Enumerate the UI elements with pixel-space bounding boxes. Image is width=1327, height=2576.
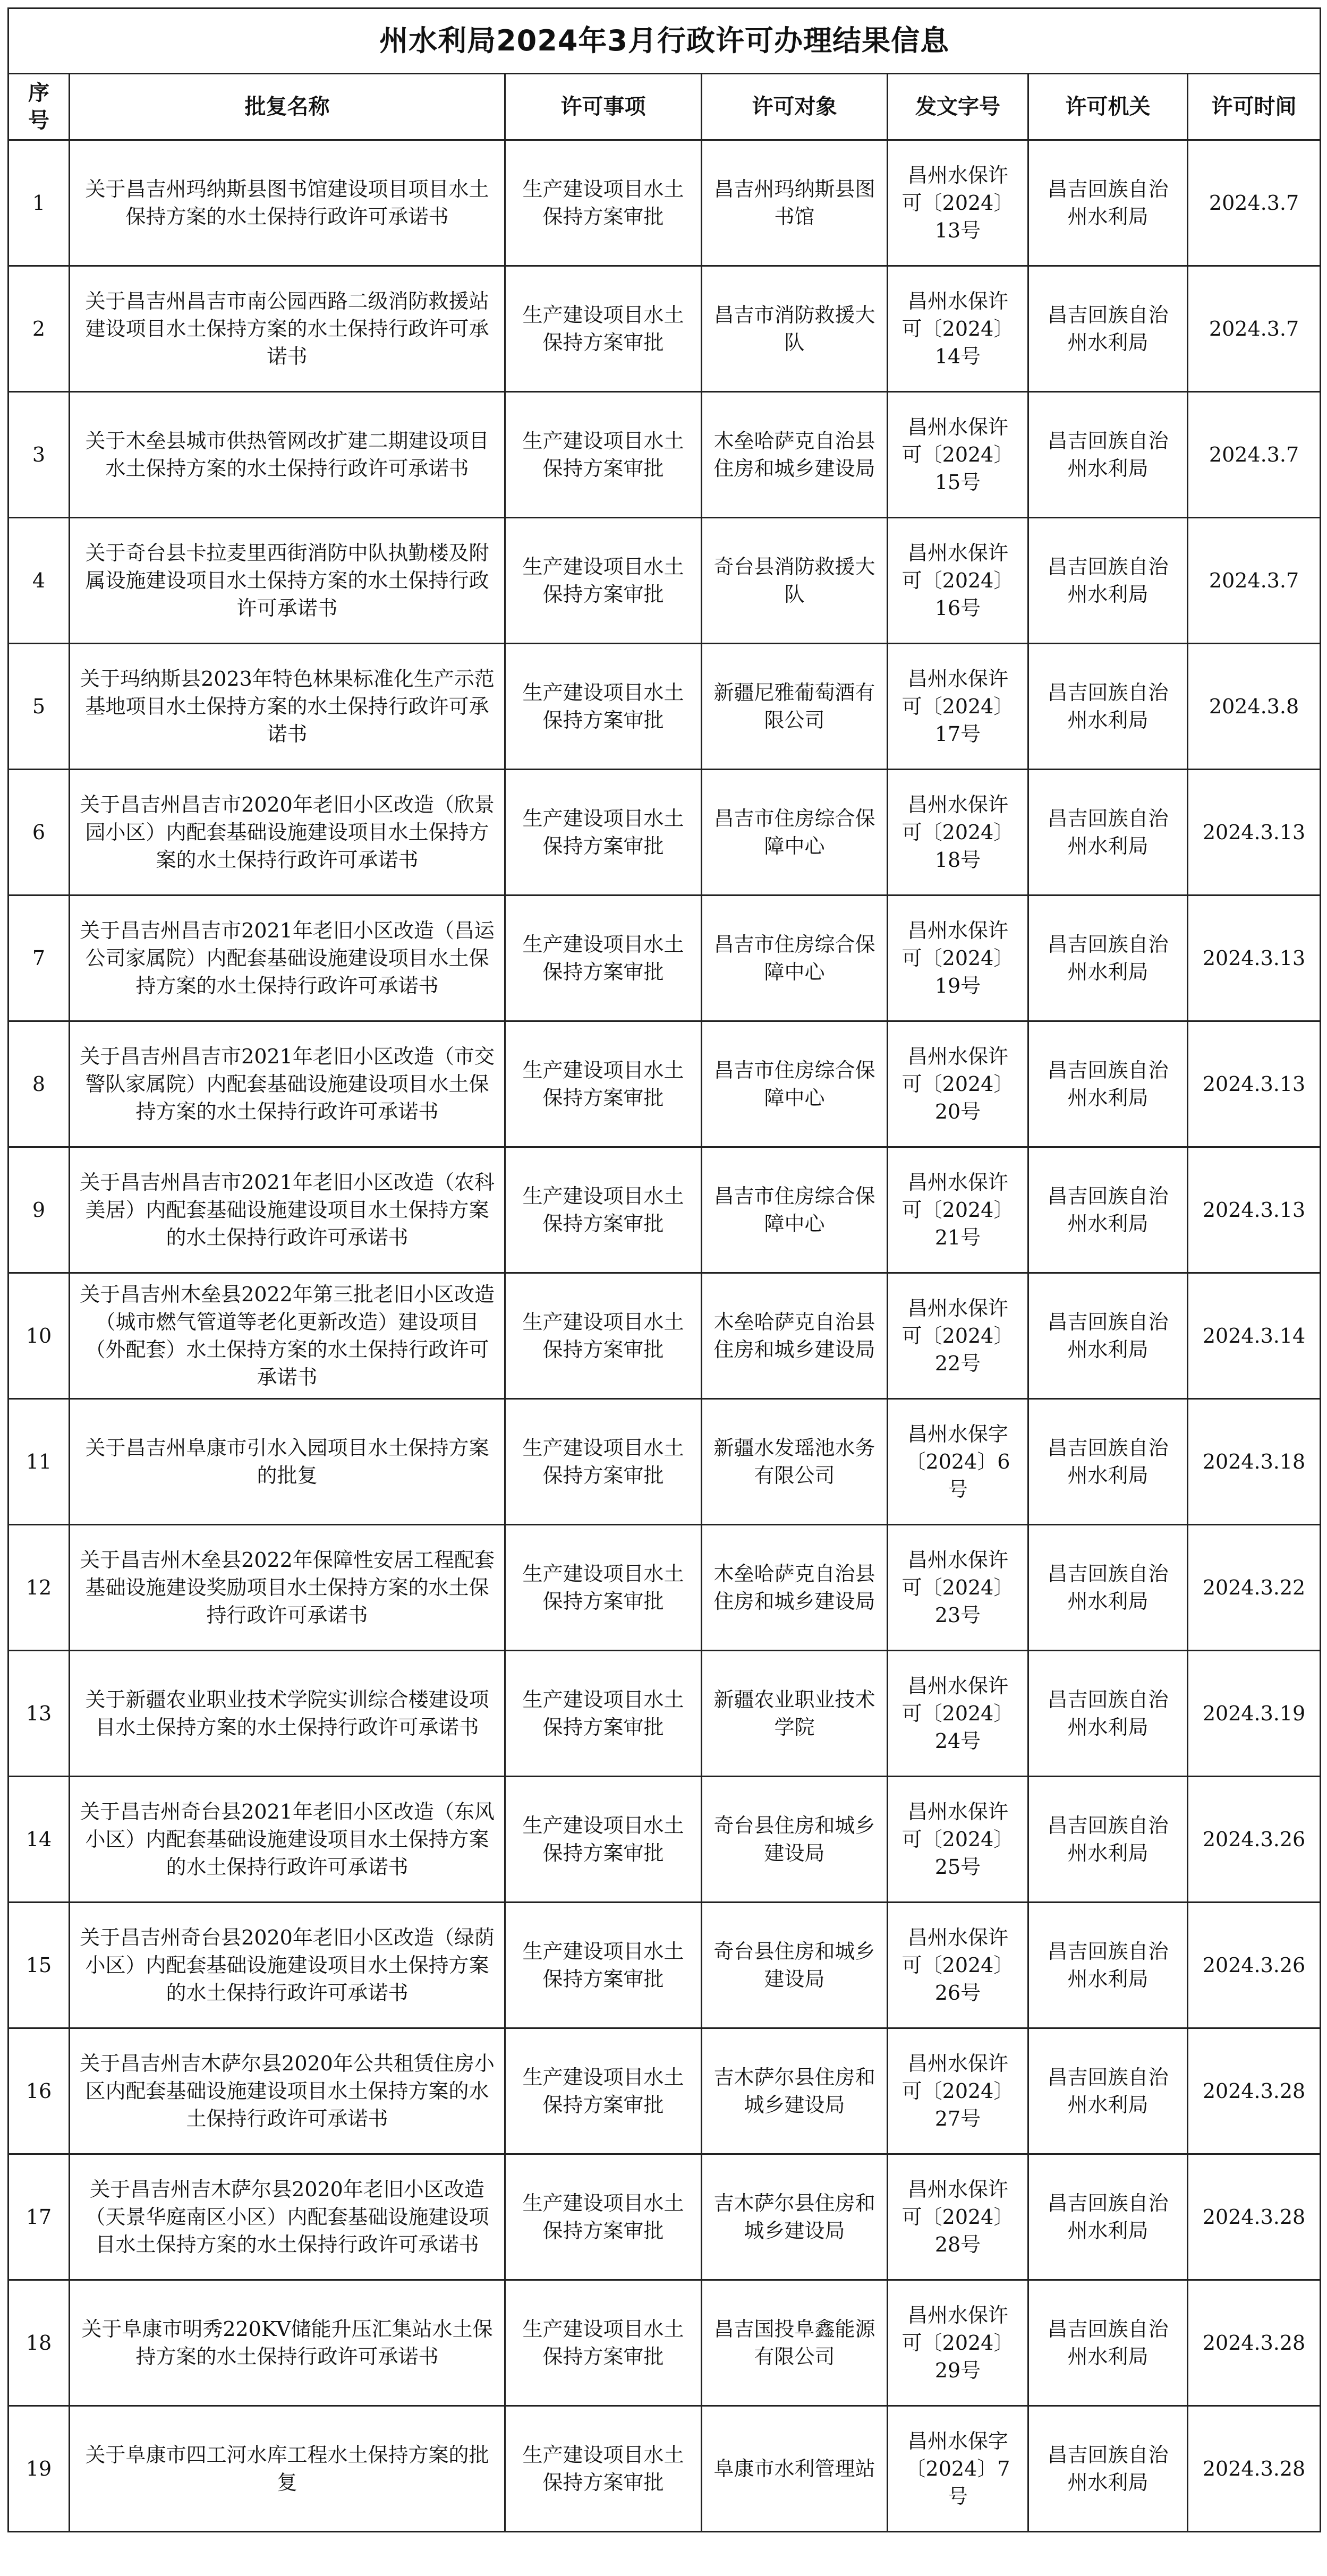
table-row: [8, 1525, 1321, 1651]
cell-no: 6: [8, 770, 70, 895]
header-row: [8, 74, 1321, 140]
cell-item: 生产建设项目水土保持方案审批: [505, 1273, 702, 1399]
cell-date: 2024.3.7: [1188, 140, 1321, 266]
cell-target: 新疆水发瑶池水务有限公司: [702, 1399, 888, 1525]
cell-target: 昌吉国投阜鑫能源有限公司: [702, 2280, 888, 2406]
cell-name: 关于昌吉州昌吉市2021年老旧小区改造（市交警队家属院）内配套基础设施建设项目水土保持方案的水土保持行政许可承诺书: [70, 1021, 505, 1147]
cell-authority: 昌吉回族自治州水利局: [1028, 266, 1188, 392]
cell-date: 2024.3.13: [1188, 1147, 1321, 1273]
cell-target: 木垒哈萨克自治县住房和城乡建设局: [702, 1273, 888, 1399]
cell-item: 生产建设项目水土保持方案审批: [505, 644, 702, 770]
cell-doc-number: 昌州水保许可〔2024〕25号: [888, 1777, 1028, 1903]
header-authority: 许可机关: [1028, 74, 1188, 140]
cell-authority: 昌吉回族自治州水利局: [1028, 140, 1188, 266]
cell-no: 13: [8, 1651, 70, 1777]
cell-authority: 昌吉回族自治州水利局: [1028, 1903, 1188, 2028]
title-row: [8, 8, 1321, 74]
cell-name: 关于昌吉州奇台县2021年老旧小区改造（东风小区）内配套基础设施建设项目水土保持方案的水土保持行政许可承诺书: [70, 1777, 505, 1903]
cell-authority: 昌吉回族自治州水利局: [1028, 1525, 1188, 1651]
cell-no: 7: [8, 895, 70, 1021]
cell-name: 关于木垒县城市供热管网改扩建二期建设项目水土保持方案的水土保持行政许可承诺书: [70, 392, 505, 518]
cell-date: 2024.3.28: [1188, 2154, 1321, 2280]
permit-results-sheet: [7, 7, 1320, 2532]
cell-doc-number: 昌州水保许可〔2024〕21号: [888, 1147, 1028, 1273]
cell-name: 关于昌吉州阜康市引水入园项目水土保持方案的批复: [70, 1399, 505, 1525]
cell-no: 9: [8, 1147, 70, 1273]
cell-name: 关于昌吉州吉木萨尔县2020年公共租赁住房小区内配套基础设施建设项目水土保持方案的水土保持行政许可承诺书: [70, 2028, 505, 2154]
cell-target: 吉木萨尔县住房和城乡建设局: [702, 2154, 888, 2280]
cell-date: 2024.3.28: [1188, 2280, 1321, 2406]
cell-date: 2024.3.26: [1188, 1903, 1321, 2028]
cell-item: 生产建设项目水土保持方案审批: [505, 2154, 702, 2280]
cell-no: 11: [8, 1399, 70, 1525]
cell-target: 阜康市水利管理站: [702, 2406, 888, 2532]
cell-name: 关于阜康市明秀220KV储能升压汇集站水土保持方案的水土保持行政许可承诺书: [70, 2280, 505, 2406]
cell-date: 2024.3.7: [1188, 266, 1321, 392]
cell-item: 生产建设项目水土保持方案审批: [505, 392, 702, 518]
cell-authority: 昌吉回族自治州水利局: [1028, 1273, 1188, 1399]
cell-item: 生产建设项目水土保持方案审批: [505, 266, 702, 392]
cell-date: 2024.3.22: [1188, 1525, 1321, 1651]
cell-item: 生产建设项目水土保持方案审批: [505, 1651, 702, 1777]
cell-doc-number: 昌州水保许可〔2024〕14号: [888, 266, 1028, 392]
cell-no: 19: [8, 2406, 70, 2532]
cell-doc-number: 昌州水保许可〔2024〕13号: [888, 140, 1028, 266]
cell-target: 奇台县住房和城乡建设局: [702, 1777, 888, 1903]
cell-doc-number: 昌州水保许可〔2024〕20号: [888, 1021, 1028, 1147]
cell-date: 2024.3.13: [1188, 770, 1321, 895]
table-row: [8, 1651, 1321, 1777]
cell-no: 12: [8, 1525, 70, 1651]
table-row: [8, 2154, 1321, 2280]
cell-authority: 昌吉回族自治州水利局: [1028, 1399, 1188, 1525]
cell-no: 16: [8, 2028, 70, 2154]
cell-name: 关于昌吉州木垒县2022年第三批老旧小区改造（城市燃气管道等老化更新改造）建设项目（外配套）水土保持方案的水土保持行政许可承诺书: [70, 1273, 505, 1399]
cell-target: 新疆农业职业技术学院: [702, 1651, 888, 1777]
header-doc-number: 发文字号: [888, 74, 1028, 140]
cell-date: 2024.3.7: [1188, 518, 1321, 644]
cell-item: 生产建设项目水土保持方案审批: [505, 1399, 702, 1525]
cell-item: 生产建设项目水土保持方案审批: [505, 895, 702, 1021]
table-row: [8, 1021, 1321, 1147]
cell-target: 昌吉市消防救援大队: [702, 266, 888, 392]
cell-no: 8: [8, 1021, 70, 1147]
cell-target: 木垒哈萨克自治县住房和城乡建设局: [702, 1525, 888, 1651]
table-row: [8, 895, 1321, 1021]
permit-results-table: [7, 7, 1321, 2532]
cell-authority: 昌吉回族自治州水利局: [1028, 2280, 1188, 2406]
cell-item: 生产建设项目水土保持方案审批: [505, 770, 702, 895]
cell-doc-number: 昌州水保许可〔2024〕19号: [888, 895, 1028, 1021]
cell-doc-number: 昌州水保许可〔2024〕24号: [888, 1651, 1028, 1777]
cell-date: 2024.3.14: [1188, 1273, 1321, 1399]
table-row: [8, 2280, 1321, 2406]
cell-name: 关于玛纳斯县2023年特色林果标准化生产示范基地项目水土保持方案的水土保持行政许可承诺书: [70, 644, 505, 770]
cell-authority: 昌吉回族自治州水利局: [1028, 2028, 1188, 2154]
cell-authority: 昌吉回族自治州水利局: [1028, 1147, 1188, 1273]
table-row: [8, 770, 1321, 895]
cell-doc-number: 昌州水保许可〔2024〕17号: [888, 644, 1028, 770]
table-row: [8, 2028, 1321, 2154]
cell-item: 生产建设项目水土保持方案审批: [505, 518, 702, 644]
cell-doc-number: 昌州水保许可〔2024〕23号: [888, 1525, 1028, 1651]
cell-authority: 昌吉回族自治州水利局: [1028, 895, 1188, 1021]
cell-date: 2024.3.28: [1188, 2028, 1321, 2154]
cell-doc-number: 昌州水保字〔2024〕7号: [888, 2406, 1028, 2532]
cell-date: 2024.3.7: [1188, 392, 1321, 518]
cell-target: 奇台县住房和城乡建设局: [702, 1903, 888, 2028]
cell-authority: 昌吉回族自治州水利局: [1028, 2154, 1188, 2280]
header-target: 许可对象: [702, 74, 888, 140]
cell-doc-number: 昌州水保许可〔2024〕29号: [888, 2280, 1028, 2406]
table-row: [8, 1147, 1321, 1273]
cell-item: 生产建设项目水土保持方案审批: [505, 140, 702, 266]
cell-target: 新疆尼雅葡萄酒有限公司: [702, 644, 888, 770]
cell-name: 关于奇台县卡拉麦里西街消防中队执勤楼及附属设施建设项目水土保持方案的水土保持行政许可承诺书: [70, 518, 505, 644]
cell-doc-number: 昌州水保许可〔2024〕16号: [888, 518, 1028, 644]
cell-date: 2024.3.8: [1188, 644, 1321, 770]
cell-name: 关于昌吉州昌吉市2021年老旧小区改造（农科美居）内配套基础设施建设项目水土保持方案的水土保持行政许可承诺书: [70, 1147, 505, 1273]
cell-item: 生产建设项目水土保持方案审批: [505, 1903, 702, 2028]
cell-authority: 昌吉回族自治州水利局: [1028, 392, 1188, 518]
table-row: [8, 1777, 1321, 1903]
cell-name: 关于昌吉州昌吉市2020年老旧小区改造（欣景园小区）内配套基础设施建设项目水土保持方案的水土保持行政许可承诺书: [70, 770, 505, 895]
cell-authority: 昌吉回族自治州水利局: [1028, 2406, 1188, 2532]
table-row: [8, 1903, 1321, 2028]
table-row: [8, 140, 1321, 266]
table-row: [8, 392, 1321, 518]
cell-target: 昌吉市住房综合保障中心: [702, 1147, 888, 1273]
cell-target: 奇台县消防救援大队: [702, 518, 888, 644]
table-row: [8, 644, 1321, 770]
cell-no: 5: [8, 644, 70, 770]
cell-authority: 昌吉回族自治州水利局: [1028, 770, 1188, 895]
table-row: [8, 1399, 1321, 1525]
cell-doc-number: 昌州水保许可〔2024〕15号: [888, 392, 1028, 518]
cell-name: 关于昌吉州昌吉市南公园西路二级消防救援站建设项目水土保持方案的水土保持行政许可承诺书: [70, 266, 505, 392]
cell-target: 昌吉市住房综合保障中心: [702, 1021, 888, 1147]
cell-name: 关于昌吉州吉木萨尔县2020年老旧小区改造（天景华庭南区小区）内配套基础设施建设项目水土保持方案的水土保持行政许可承诺书: [70, 2154, 505, 2280]
header-no: 序号: [8, 74, 70, 140]
cell-date: 2024.3.13: [1188, 895, 1321, 1021]
cell-name: 关于阜康市四工河水库工程水土保持方案的批复: [70, 2406, 505, 2532]
cell-item: 生产建设项目水土保持方案审批: [505, 1147, 702, 1273]
table-row: [8, 518, 1321, 644]
cell-item: 生产建设项目水土保持方案审批: [505, 1525, 702, 1651]
cell-name: 关于新疆农业职业技术学院实训综合楼建设项目水土保持方案的水土保持行政许可承诺书: [70, 1651, 505, 1777]
table-row: [8, 1273, 1321, 1399]
table-row: [8, 2406, 1321, 2532]
cell-authority: 昌吉回族自治州水利局: [1028, 644, 1188, 770]
cell-item: 生产建设项目水土保持方案审批: [505, 1021, 702, 1147]
cell-no: 18: [8, 2280, 70, 2406]
cell-no: 2: [8, 266, 70, 392]
cell-name: 关于昌吉州玛纳斯县图书馆建设项目项目水土保持方案的水土保持行政许可承诺书: [70, 140, 505, 266]
cell-date: 2024.3.26: [1188, 1777, 1321, 1903]
cell-target: 昌吉市住房综合保障中心: [702, 895, 888, 1021]
table-title: 州水利局2024年3月行政许可办理结果信息: [8, 8, 1321, 74]
cell-item: 生产建设项目水土保持方案审批: [505, 1777, 702, 1903]
cell-name: 关于昌吉州木垒县2022年保障性安居工程配套基础设施建设奖励项目水土保持方案的水土保持行政许可承诺书: [70, 1525, 505, 1651]
cell-target: 吉木萨尔县住房和城乡建设局: [702, 2028, 888, 2154]
cell-authority: 昌吉回族自治州水利局: [1028, 518, 1188, 644]
cell-doc-number: 昌州水保许可〔2024〕18号: [888, 770, 1028, 895]
cell-target: 昌吉州玛纳斯县图书馆: [702, 140, 888, 266]
cell-target: 木垒哈萨克自治县住房和城乡建设局: [702, 392, 888, 518]
cell-date: 2024.3.19: [1188, 1651, 1321, 1777]
cell-doc-number: 昌州水保字〔2024〕6号: [888, 1399, 1028, 1525]
cell-authority: 昌吉回族自治州水利局: [1028, 1777, 1188, 1903]
cell-doc-number: 昌州水保许可〔2024〕26号: [888, 1903, 1028, 2028]
cell-no: 4: [8, 518, 70, 644]
cell-no: 1: [8, 140, 70, 266]
cell-no: 3: [8, 392, 70, 518]
header-item: 许可事项: [505, 74, 702, 140]
cell-date: 2024.3.13: [1188, 1021, 1321, 1147]
cell-no: 14: [8, 1777, 70, 1903]
cell-item: 生产建设项目水土保持方案审批: [505, 2280, 702, 2406]
header-name: 批复名称: [70, 74, 505, 140]
cell-no: 10: [8, 1273, 70, 1399]
cell-authority: 昌吉回族自治州水利局: [1028, 1021, 1188, 1147]
cell-doc-number: 昌州水保许可〔2024〕27号: [888, 2028, 1028, 2154]
cell-name: 关于昌吉州昌吉市2021年老旧小区改造（昌运公司家属院）内配套基础设施建设项目水土保持方案的水土保持行政许可承诺书: [70, 895, 505, 1021]
cell-date: 2024.3.28: [1188, 2406, 1321, 2532]
cell-no: 15: [8, 1903, 70, 2028]
cell-doc-number: 昌州水保许可〔2024〕28号: [888, 2154, 1028, 2280]
cell-date: 2024.3.18: [1188, 1399, 1321, 1525]
cell-authority: 昌吉回族自治州水利局: [1028, 1651, 1188, 1777]
cell-name: 关于昌吉州奇台县2020年老旧小区改造（绿荫小区）内配套基础设施建设项目水土保持方案的水土保持行政许可承诺书: [70, 1903, 505, 2028]
cell-item: 生产建设项目水土保持方案审批: [505, 2028, 702, 2154]
header-date: 许可时间: [1188, 74, 1321, 140]
cell-no: 17: [8, 2154, 70, 2280]
cell-item: 生产建设项目水土保持方案审批: [505, 2406, 702, 2532]
table-row: [8, 266, 1321, 392]
cell-target: 昌吉市住房综合保障中心: [702, 770, 888, 895]
cell-doc-number: 昌州水保许可〔2024〕22号: [888, 1273, 1028, 1399]
